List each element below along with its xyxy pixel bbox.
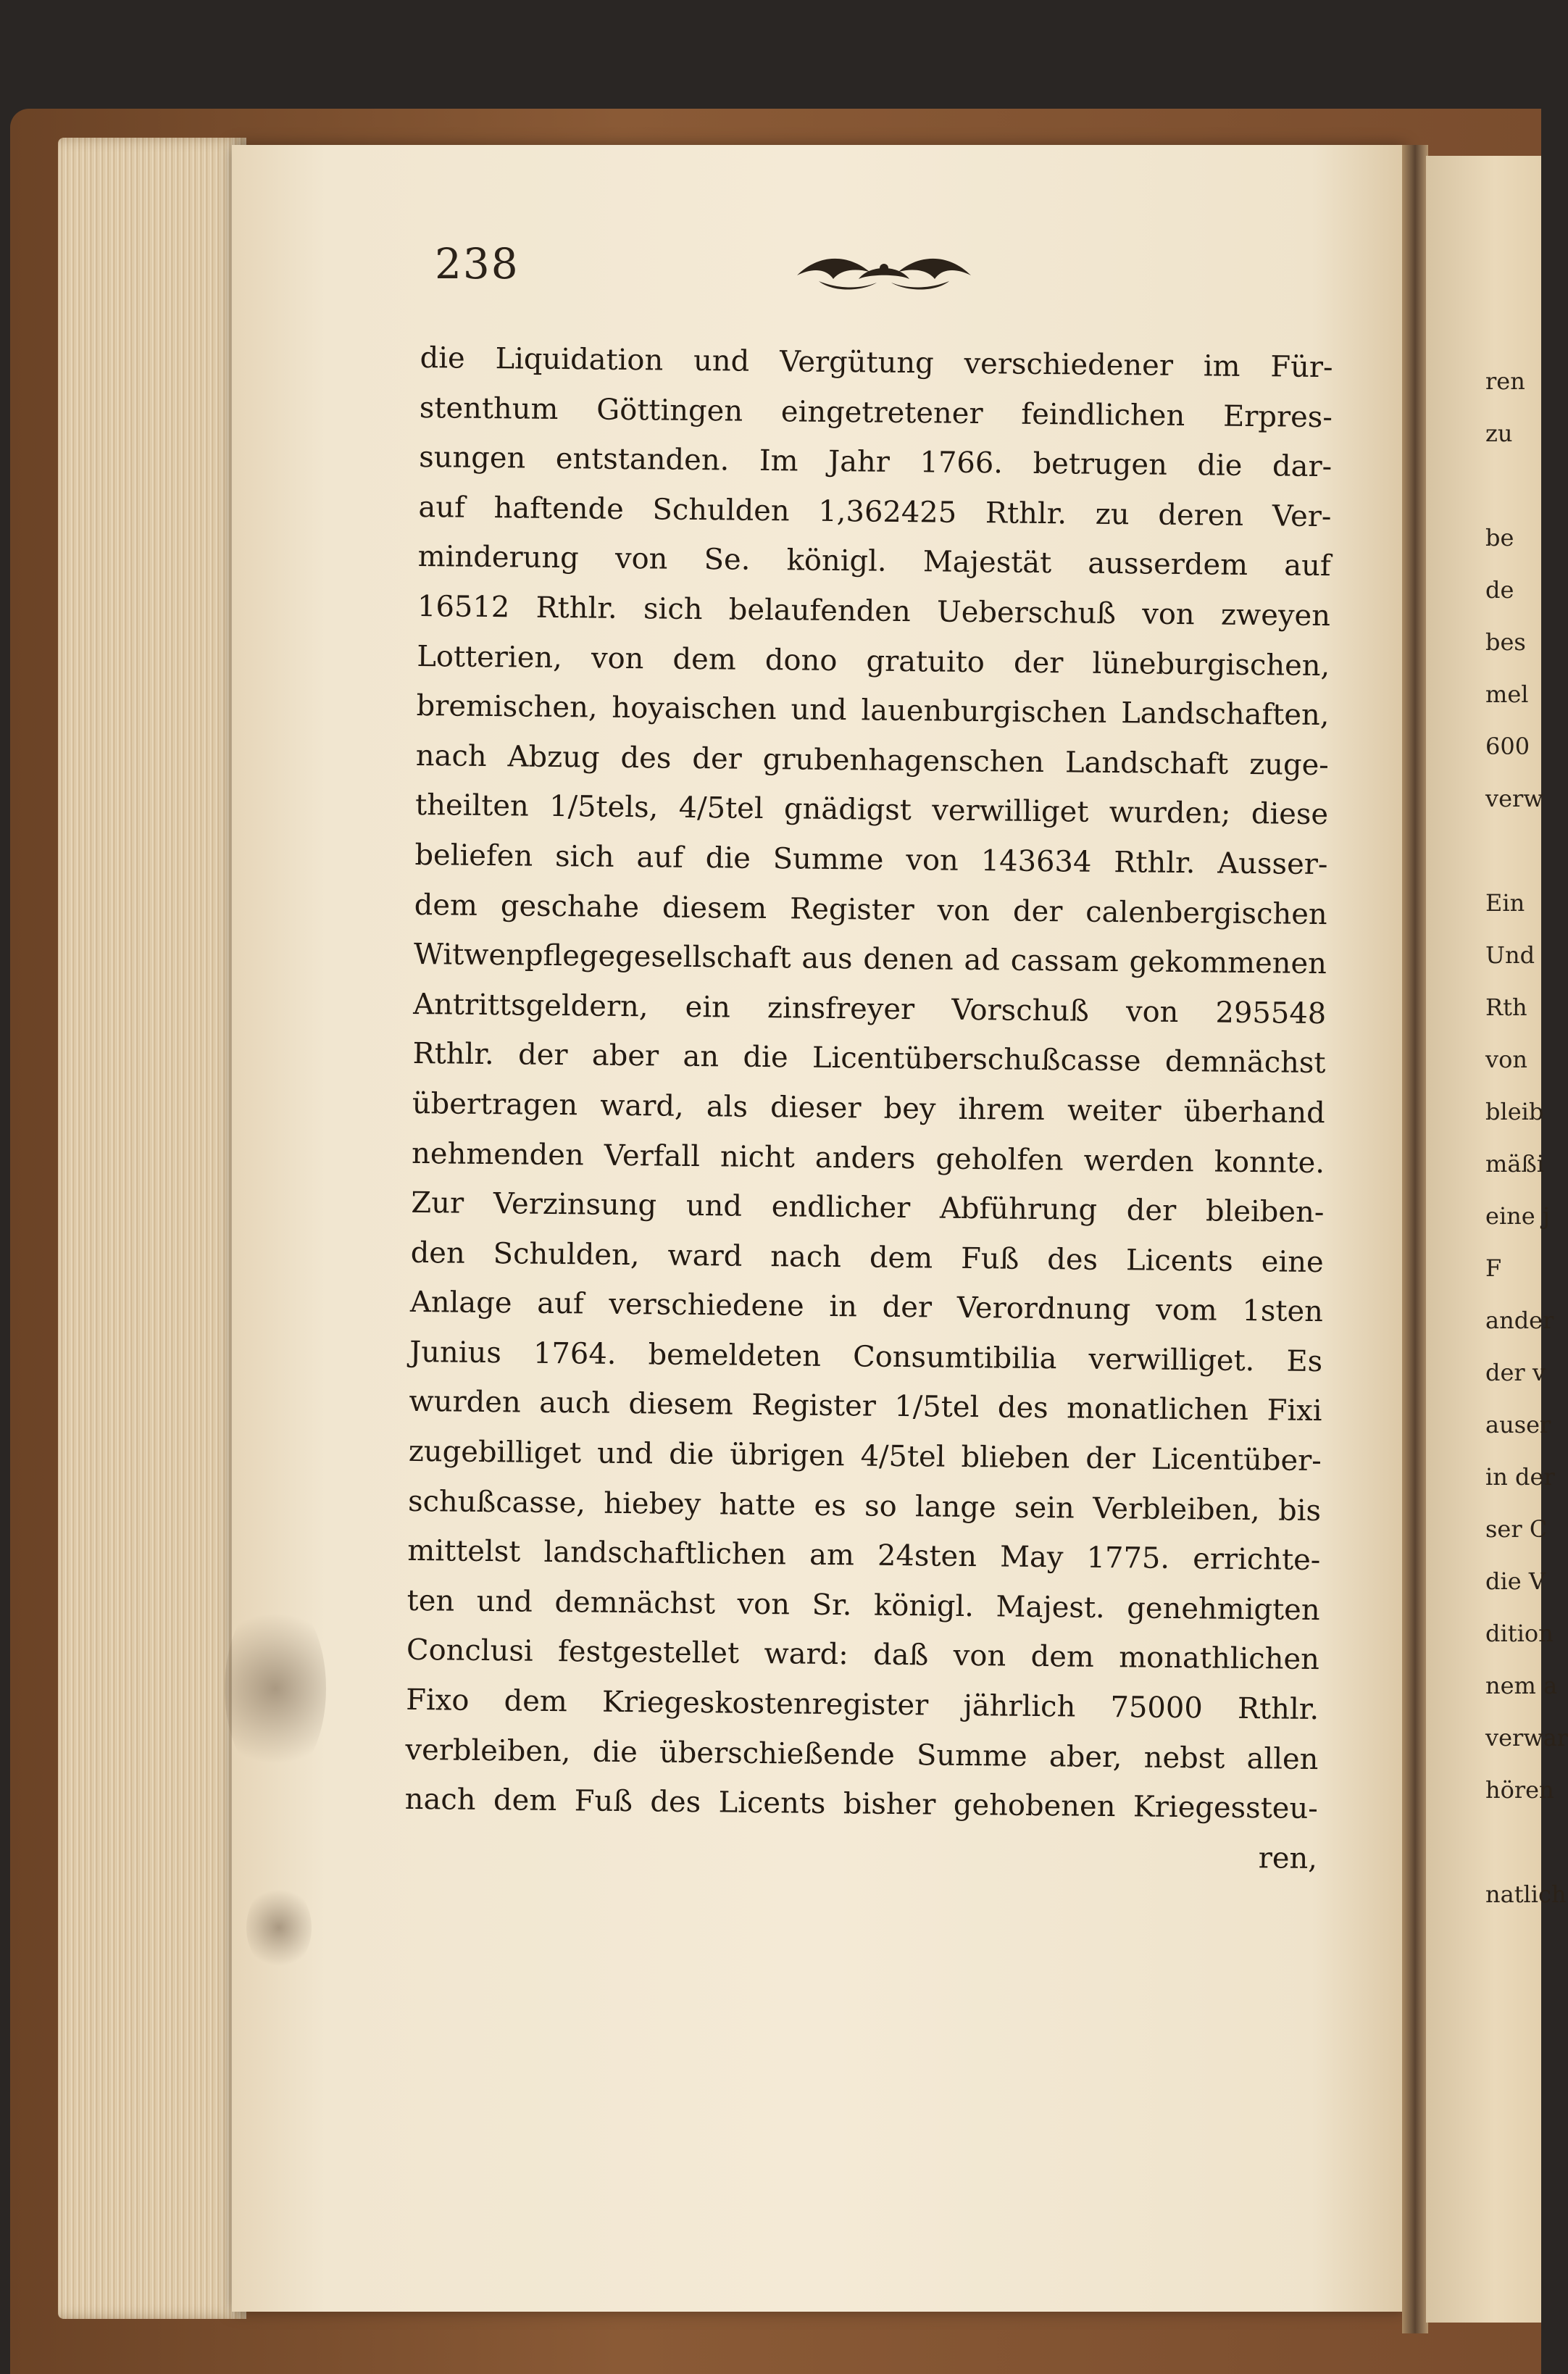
facing-line: der v <box>1485 1359 1546 1386</box>
facing-line: verw <box>1485 785 1543 812</box>
text-line: schußcasse, hiebey hatte es so lange sein Verbleiben, bis <box>407 1484 1322 1528</box>
facing-line: mel <box>1485 680 1529 708</box>
facing-line: hören <box>1485 1776 1554 1804</box>
text-line: übertragen ward, als dieser bey ihrem weiter überhand <box>412 1086 1326 1130</box>
facing-line: ander <box>1485 1307 1554 1334</box>
text-line: nehmenden Verfall nicht anders geholfen werden konnte. <box>411 1136 1325 1180</box>
page-edges <box>58 138 246 2319</box>
text-line: Antrittsgeldern, ein zinsfreyer Vorschuß von 295548 <box>413 987 1327 1030</box>
text-line: nach dem Fuß des Licents bisher gehobenen Kriegessteu- <box>404 1783 1318 1826</box>
facing-line: mäßi <box>1485 1150 1545 1178</box>
facing-line <box>1485 459 1541 512</box>
text-line: verbleiben, die überschießende Summe aber, nebst allen <box>405 1733 1319 1776</box>
facing-line: von <box>1485 1046 1527 1073</box>
text-line: sungen entstanden. Im Jahr 1766. betrugen die dar- <box>418 441 1333 484</box>
text-line: Junius 1764. bemeldeten Consumtibilia verwilliget. Es <box>409 1335 1323 1378</box>
facing-line: bleib <box>1485 1098 1544 1125</box>
text-line: Zur Verzinsung und endlicher Abführung der bleiben- <box>411 1186 1325 1230</box>
facing-line: eine j <box>1485 1202 1550 1230</box>
foxing-stain <box>246 1884 312 1971</box>
facing-line: nem a <box>1485 1672 1558 1699</box>
body-text <box>404 333 1333 1883</box>
text-line: minderung von Se. königl. Majestät ausserdem auf <box>417 540 1331 583</box>
facing-line: zu <box>1485 420 1513 447</box>
book-gutter <box>1402 145 1428 2333</box>
text-line: beliefen sich auf die Summe von 143634 Rthlr. Ausser- <box>414 838 1328 882</box>
text-line: stenthum Göttingen eingetretener feindlichen Erpres- <box>419 391 1333 434</box>
page-number: 238 <box>435 239 520 288</box>
catchword: ren, <box>1258 1841 1318 1875</box>
facing-line: Ein <box>1485 889 1525 917</box>
facing-line: die V <box>1485 1567 1546 1595</box>
text-line: Rthlr. der aber an die Licentüberschußcasse demnächst <box>412 1037 1326 1080</box>
facing-line: 600 <box>1485 733 1530 760</box>
text-line: mittelst landschaftlichen am 24sten May 1775. errichte- <box>407 1534 1321 1578</box>
facing-line <box>1485 1816 1541 1868</box>
facing-page-text <box>1485 355 1568 1920</box>
facing-line: in der <box>1485 1463 1555 1491</box>
facing-line: be <box>1485 524 1514 551</box>
text-line: Conclusi festgestellet ward: daß von dem monathlichen <box>406 1633 1320 1677</box>
text-line: 16512 Rthlr. sich belaufenden Ueberschuß von zweyen <box>417 589 1331 633</box>
facing-line: Rth <box>1485 994 1527 1021</box>
facing-line: auser <box>1485 1411 1551 1438</box>
decorative-ornament-icon <box>790 246 978 297</box>
text-line: bremischen, hoyaischen und lauenburgischen Landschaften, <box>416 689 1330 733</box>
facing-line: F <box>1485 1254 1502 1282</box>
text-line: Lotterien, von dem dono gratuito der lüneburgischen, <box>417 639 1330 683</box>
text-line: zugebilliget und die übrigen 4/5tel blieben der Licentüber- <box>408 1434 1322 1478</box>
facing-line: verwar <box>1485 1724 1568 1752</box>
text-line: wurden auch diesem Register 1/5tel des monatlichen Fixi <box>409 1385 1322 1428</box>
facing-line: Und <box>1485 941 1535 969</box>
facing-line <box>1485 825 1541 877</box>
text-line: die Liquidation und Vergütung verschiedener im Für- <box>420 341 1333 385</box>
text-line: theilten 1/5tels, 4/5tel gnädigst verwilliget wurden; diese <box>414 788 1329 832</box>
facing-line: ser C <box>1485 1515 1548 1543</box>
facing-line: bes <box>1485 628 1526 656</box>
facing-line: de <box>1485 576 1514 604</box>
facing-line: natlich <box>1485 1881 1567 1908</box>
text-line: Fixo dem Kriegeskostenregister jährlich 75000 Rthlr. <box>406 1683 1319 1727</box>
foxing-stain <box>225 1594 326 1783</box>
text-line: ten und demnächst von Sr. königl. Majest. genehmigten <box>406 1583 1320 1627</box>
text-line: den Schulden, ward nach dem Fuß des Licents eine <box>410 1236 1324 1279</box>
facing-line: dition <box>1485 1620 1554 1647</box>
text-line: Witwenpflegegesellschaft aus denen ad cassam gekommenen <box>413 938 1327 981</box>
text-line: nach Abzug des der grubenhagenschen Landschaft zuge- <box>415 738 1330 782</box>
facing-line: ren <box>1485 367 1525 395</box>
text-line: dem geschahe diesem Register von der calenbergischen <box>414 888 1327 931</box>
text-line: Anlage auf verschiedene in der Verordnung vom 1sten <box>409 1286 1324 1329</box>
text-line: auf haftende Schulden 1,362425 Rthlr. zu deren Ver- <box>418 490 1332 533</box>
